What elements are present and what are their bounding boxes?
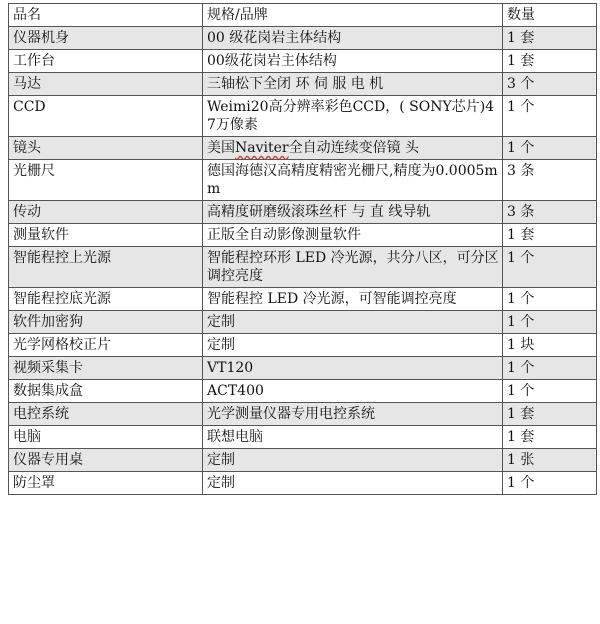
row-name: CCD bbox=[9, 96, 203, 137]
row-spec: 00级花岗岩主体结构 bbox=[203, 50, 503, 73]
row-spec: 定制 bbox=[203, 311, 503, 334]
row-qty: 1 个 bbox=[503, 311, 597, 334]
table-row bbox=[9, 426, 597, 449]
row-name: 数据集成盒 bbox=[9, 380, 203, 403]
row-qty: 1 套 bbox=[503, 426, 597, 449]
table-header-row bbox=[9, 4, 597, 27]
row-spec: 定制 bbox=[203, 334, 503, 357]
row-spec: 正版全自动影像测量软件 bbox=[203, 224, 503, 247]
row-name: 镜头 bbox=[9, 137, 203, 160]
row-spec: 定制 bbox=[203, 449, 503, 472]
row-qty: 1 个 bbox=[503, 380, 597, 403]
row-name: 工作台 bbox=[9, 50, 203, 73]
row-spec: VT120 bbox=[203, 357, 503, 380]
row-qty: 1 个 bbox=[503, 357, 597, 380]
row-qty: 1 个 bbox=[503, 472, 597, 495]
row-spec: Weimi20高分辨率彩色CCD，( SONY芯片)47万像素 bbox=[203, 96, 503, 137]
row-name: 测量软件 bbox=[9, 224, 203, 247]
table-row bbox=[9, 137, 597, 160]
row-spec: 三轴松下全闭 环 伺 服 电 机 bbox=[203, 73, 503, 96]
spec-prefix: 美国 bbox=[207, 140, 235, 156]
row-name: 马达 bbox=[9, 73, 203, 96]
row-name: 传动 bbox=[9, 201, 203, 224]
row-spec bbox=[203, 137, 503, 160]
row-name: 智能程控底光源 bbox=[9, 288, 203, 311]
table-row bbox=[9, 27, 597, 50]
spec-suffix: 全自动连续变倍镜 头 bbox=[288, 140, 420, 156]
row-qty: 1 套 bbox=[503, 50, 597, 73]
row-spec: 高精度研磨级滚珠丝杆 与 直 线导轨 bbox=[203, 201, 503, 224]
row-spec: ACT400 bbox=[203, 380, 503, 403]
table-row bbox=[9, 380, 597, 403]
row-name: 防尘罩 bbox=[9, 472, 203, 495]
row-spec: 光学测量仪器专用电控系统 bbox=[203, 403, 503, 426]
row-spec: 00 级花岗岩主体结构 bbox=[203, 27, 503, 50]
row-name: 光栅尺 bbox=[9, 160, 203, 201]
row-name: 仪器机身 bbox=[9, 27, 203, 50]
row-qty: 1 套 bbox=[503, 27, 597, 50]
row-qty: 1 张 bbox=[503, 449, 597, 472]
table-row bbox=[9, 357, 597, 380]
row-spec: 定制 bbox=[203, 472, 503, 495]
table-row bbox=[9, 449, 597, 472]
table-row bbox=[9, 247, 597, 288]
header-name: 品名 bbox=[9, 4, 203, 27]
row-name: 电脑 bbox=[9, 426, 203, 449]
table-row bbox=[9, 73, 597, 96]
table-row bbox=[9, 224, 597, 247]
row-name: 视频采集卡 bbox=[9, 357, 203, 380]
row-qty: 3 条 bbox=[503, 160, 597, 201]
header-qty: 数量 bbox=[503, 4, 597, 27]
table-row bbox=[9, 334, 597, 357]
row-spec: 智能程控环形 LED 冷光源，共分八区，可分区调控亮度 bbox=[203, 247, 503, 288]
spec-table bbox=[8, 3, 597, 495]
row-spec: 智能程控 LED 冷光源，可智能调控亮度 bbox=[203, 288, 503, 311]
row-qty: 1 套 bbox=[503, 224, 597, 247]
row-name: 仪器专用桌 bbox=[9, 449, 203, 472]
table-row bbox=[9, 311, 597, 334]
table-row bbox=[9, 472, 597, 495]
row-name: 软件加密狗 bbox=[9, 311, 203, 334]
table-row bbox=[9, 160, 597, 201]
table-row bbox=[9, 96, 597, 137]
table-row bbox=[9, 288, 597, 311]
row-qty: 1 个 bbox=[503, 288, 597, 311]
row-spec: 联想电脑 bbox=[203, 426, 503, 449]
row-qty: 1 套 bbox=[503, 403, 597, 426]
table-row bbox=[9, 50, 597, 73]
row-qty: 3 条 bbox=[503, 201, 597, 224]
spec-brand: Naviter bbox=[235, 140, 289, 156]
row-qty: 1 个 bbox=[503, 247, 597, 288]
row-name: 电控系统 bbox=[9, 403, 203, 426]
row-qty: 1 个 bbox=[503, 137, 597, 160]
row-name: 光学网格校正片 bbox=[9, 334, 203, 357]
row-qty: 1 个 bbox=[503, 96, 597, 137]
table-row bbox=[9, 201, 597, 224]
row-qty: 3 个 bbox=[503, 73, 597, 96]
row-name: 智能程控上光源 bbox=[9, 247, 203, 288]
row-spec: 德国海德汉高精度精密光栅尺,精度为0.0005mm bbox=[203, 160, 503, 201]
row-qty: 1 块 bbox=[503, 334, 597, 357]
header-spec: 规格/品牌 bbox=[203, 4, 503, 27]
table-row bbox=[9, 403, 597, 426]
